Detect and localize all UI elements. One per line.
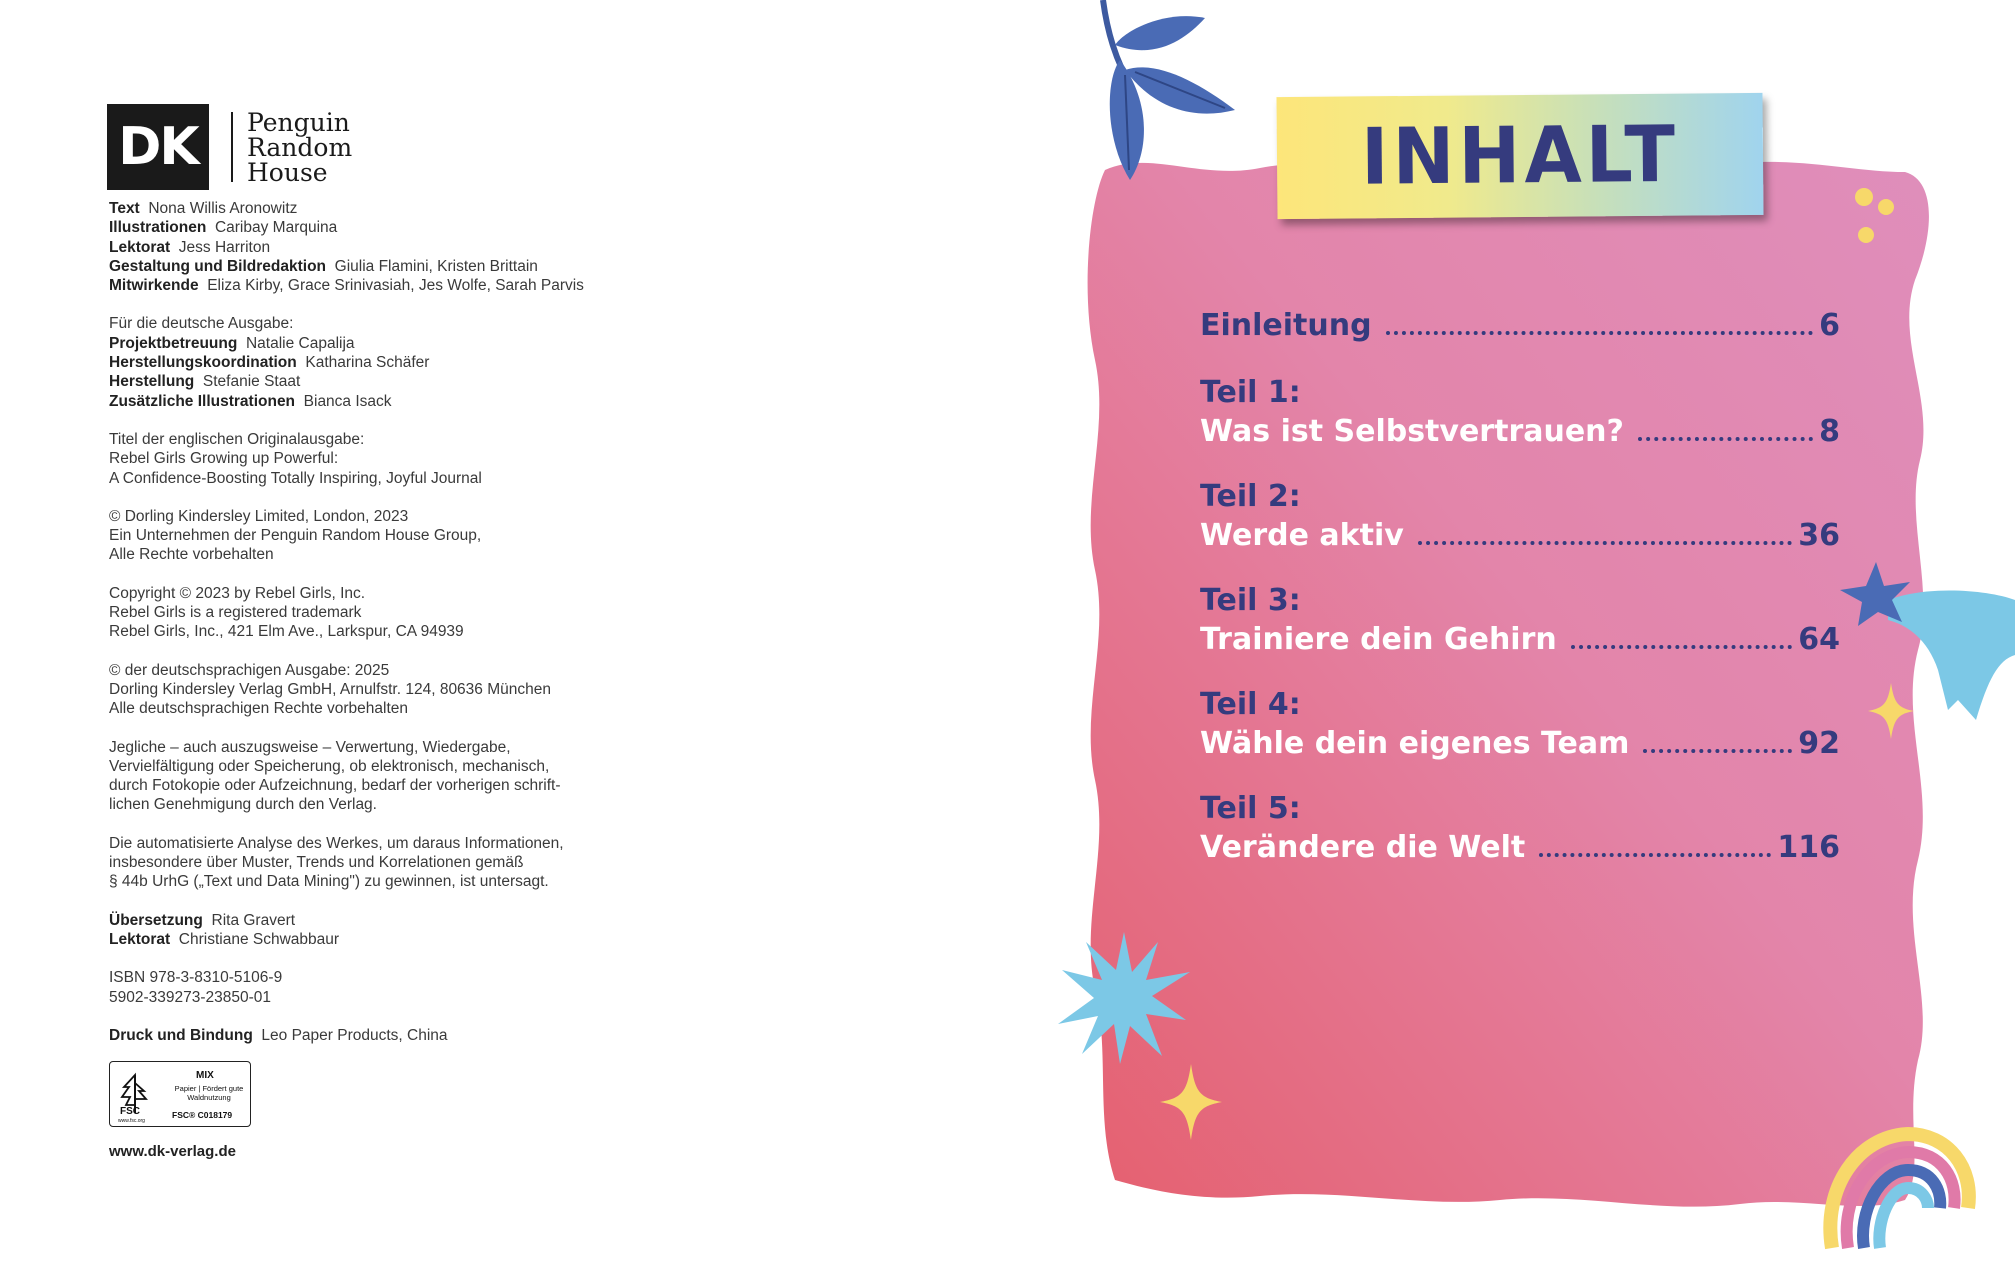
credit-value: Katharina Schäfer (305, 354, 430, 372)
toc-title: Was ist Selbstvertrauen? (1200, 414, 1624, 449)
toc-part-label: Teil 3: (1200, 583, 1301, 618)
toc-page: 6 (1819, 308, 1840, 343)
text-line: § 44b UrhG („Text und Data Mining") zu gewinnen, ist untersagt. (109, 873, 549, 891)
toc-part-label: Teil 1: (1200, 375, 1301, 410)
text-line: Copyright © 2023 by Rebel Girls, Inc. (109, 584, 366, 602)
credit-label: Herstellungskoordination (109, 354, 297, 372)
credit-value: Bianca Isack (303, 392, 392, 410)
toc-leader (1571, 645, 1793, 649)
credit-label: Projektbetreuung (109, 334, 238, 352)
rainbow-icon (1818, 1108, 1978, 1258)
fsc-code: FSC® C018179 (172, 1110, 233, 1120)
text-line: Alle deutschsprachigen Rechte vorbehalten (109, 700, 408, 718)
sparkle-icon (1868, 683, 1914, 739)
toc-part-label: Teil 4: (1200, 687, 1301, 722)
leaf-branch-icon (1085, 0, 1245, 200)
toc-leader (1418, 541, 1792, 545)
dots-icon (1852, 185, 1902, 245)
text-line: insbesondere über Muster, Trends und Korrelationen gemäß (109, 854, 524, 872)
toc-leader (1643, 749, 1792, 753)
toc-leader (1386, 331, 1814, 335)
toc-part-label: Teil 5: (1200, 791, 1301, 826)
toc-title: Verändere die Welt (1200, 830, 1526, 865)
publisher-name: Penguin Random House (247, 107, 353, 187)
isbn: ISBN 978-3-8310-5106-9 (109, 969, 283, 987)
credit-value: Leo Paper Products, China (261, 1026, 448, 1044)
text-line: Titel der englischen Originalausgabe: (109, 430, 365, 448)
credit-value: Jess Harriton (178, 238, 271, 256)
credit-label: Herstellung (109, 373, 195, 391)
toc-page: 92 (1798, 726, 1840, 761)
contents-title-card (1276, 93, 1763, 219)
text-line: Rebel Girls Growing up Powerful: (109, 450, 339, 468)
text-line: A Confidence-Boosting Totally Inspiring, Joyful Journal (109, 469, 482, 487)
text-line: Alle Rechte vorbehalten (109, 546, 274, 564)
toc-page: 8 (1819, 414, 1840, 449)
fsc-mix: MIX (196, 1070, 214, 1081)
toc-part-label: Teil 2: (1200, 479, 1301, 514)
toc-title: Einleitung (1200, 308, 1372, 343)
credit-value: Stefanie Staat (202, 373, 301, 391)
credit-value: Caribay Marquina (214, 219, 338, 237)
toc-title: Trainiere dein Gehirn (1200, 622, 1557, 657)
text-line: © der deutschsprachigen Ausgabe: 2025 (109, 661, 390, 679)
text-line: Rebel Girls is a registered trademark (109, 604, 362, 622)
credit-label: Zusätzliche Illustrationen (109, 392, 296, 410)
toc-entry-part-5[interactable] (1200, 790, 1840, 868)
credit-label: Druck und Bindung (109, 1026, 253, 1044)
toc-leader (1539, 853, 1771, 857)
text-line: Dorling Kindersley Verlag GmbH, Arnulfstr. 124, 80636 München (109, 680, 551, 698)
text-line: durch Fotokopie oder Aufzeichnung, bedarf der vorherigen schrift- (109, 777, 561, 795)
contents-title: INHALT (1360, 109, 1680, 203)
credit-value: Rita Gravert (211, 911, 296, 929)
toc-entry-part-1[interactable] (1200, 374, 1840, 452)
credit-label: Illustrationen (109, 219, 207, 237)
toc-entry-part-3[interactable] (1200, 582, 1840, 660)
fsc-text: Papier | Fördert gute Waldnutzung (174, 1084, 244, 1102)
text-line: © Dorling Kindersley Limited, London, 2023 (109, 507, 409, 525)
credit-label: Lektorat (109, 238, 171, 256)
sparkle-icon (1160, 1064, 1222, 1140)
fsc-web: www.fsc.org (118, 1118, 145, 1124)
credit-label: Gestaltung und Bildredaktion (109, 257, 327, 275)
credit-label: Lektorat (109, 930, 171, 948)
credit-value: Christiane Schwabbaur (178, 930, 340, 948)
credit-value: Eliza Kirby, Grace Srinivasiah, Jes Wolfe, Sarah Parvis (207, 277, 584, 295)
fsc-logo-label: FSC (120, 1106, 140, 1117)
credit-value: Natalie Capalija (245, 334, 355, 352)
toc-page: 64 (1798, 622, 1840, 657)
text-line: Jegliche – auch auszugsweise – Verwertung, Wiedergabe, (109, 738, 511, 756)
text-line: Die automatisierte Analyse des Werkes, um daraus Informationen, (109, 834, 564, 852)
starburst-icon (1058, 932, 1190, 1064)
text-line: Ein Unternehmen der Penguin Random House Group, (109, 527, 482, 545)
dk-logo-icon: DK (107, 104, 209, 190)
german-edition-heading: Für die deutsche Ausgabe: (109, 315, 294, 333)
text-line: lichen Genehmigung durch den Verlag. (109, 796, 377, 814)
toc-entry-intro[interactable] (1200, 306, 1840, 346)
toc-entry-part-2[interactable] (1200, 478, 1840, 556)
toc-title: Wähle dein eigenes Team (1200, 726, 1630, 761)
credit-label: Übersetzung (109, 911, 203, 929)
credit-label: Mitwirkende (109, 277, 199, 295)
toc-title: Werde aktiv (1200, 518, 1404, 553)
text-line: Vervielfältigung oder Speicherung, ob elektronisch, mechanisch, (109, 757, 550, 775)
credit-value: Giulia Flamini, Kristen Brittain (334, 257, 538, 275)
credit-value: Nona Willis Aronowitz (148, 200, 298, 217)
text-line: Rebel Girls, Inc., 421 Elm Ave., Larkspur, CA 94939 (109, 623, 464, 641)
toc-page: 36 (1798, 518, 1840, 553)
toc-leader (1638, 437, 1813, 441)
product-code: 5902-339273-23850-01 (109, 988, 272, 1006)
toc-entry-part-4[interactable] (1200, 686, 1840, 764)
shooting-star-icon (1838, 560, 2015, 730)
website-link[interactable]: www.dk-verlag.de (109, 1143, 236, 1160)
credit-label: Text (109, 200, 140, 217)
toc-page: 116 (1777, 830, 1840, 865)
